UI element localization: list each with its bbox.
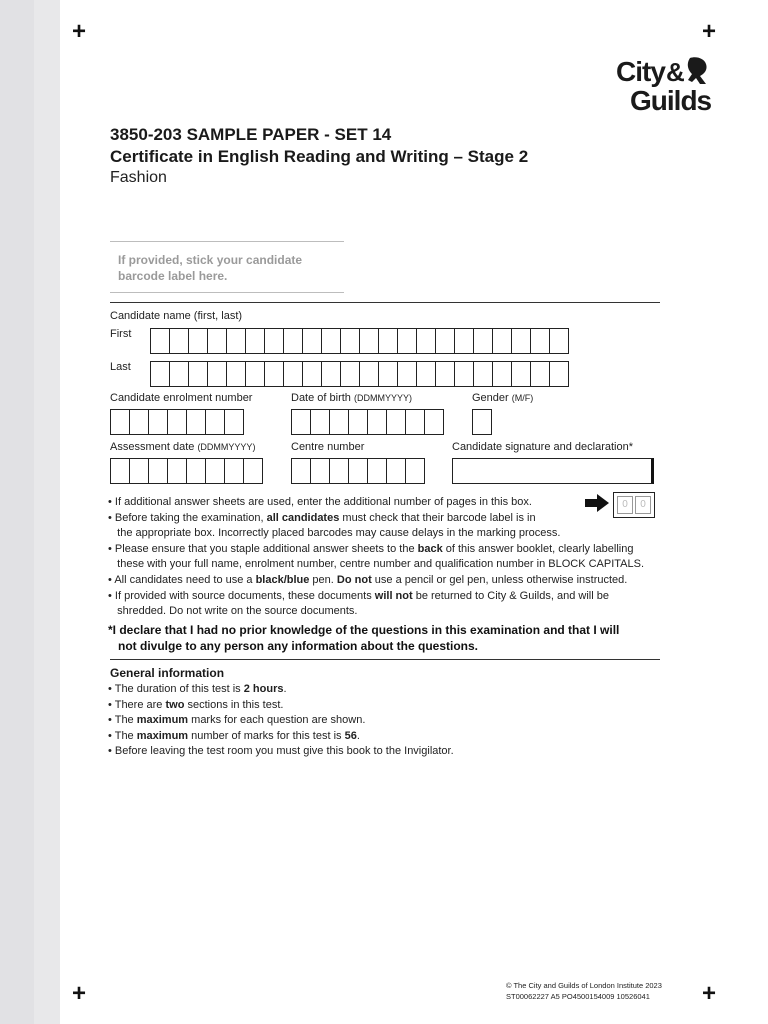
entry-box[interactable] bbox=[129, 458, 149, 484]
general-info-list bbox=[108, 682, 454, 760]
entry-box[interactable] bbox=[169, 328, 189, 354]
assessment-date-label bbox=[110, 441, 255, 453]
entry-box[interactable] bbox=[472, 409, 492, 435]
entry-box[interactable] bbox=[188, 361, 208, 387]
entry-box[interactable] bbox=[359, 361, 379, 387]
entry-box[interactable] bbox=[283, 328, 303, 354]
crop-mark-bottom-left: + bbox=[72, 980, 87, 1007]
entry-box[interactable] bbox=[530, 361, 550, 387]
date-of-birth-boxes[interactable] bbox=[291, 409, 443, 435]
svg-text:City: City bbox=[616, 56, 665, 87]
general-info-4: • The maximum number of marks for this test is 56. bbox=[108, 729, 360, 742]
entry-box[interactable] bbox=[359, 328, 379, 354]
crop-mark-top-left: + bbox=[72, 18, 87, 45]
entry-box[interactable] bbox=[310, 458, 330, 484]
dob-label-text: Date of birth bbox=[291, 392, 351, 404]
additional-pages-box[interactable] bbox=[613, 492, 655, 518]
footer-copyright: © The City and Guilds of London Institute 2023 bbox=[506, 981, 662, 990]
arrow-right-icon bbox=[585, 494, 609, 512]
exam-cover-page bbox=[60, 0, 768, 1024]
entry-box[interactable] bbox=[454, 328, 474, 354]
footer-codes: ST00062227 A5 PO4500154009 10526041 bbox=[506, 992, 650, 1001]
svg-text:&: & bbox=[666, 57, 685, 87]
entry-box[interactable] bbox=[416, 328, 436, 354]
gender-label-text: Gender bbox=[472, 392, 509, 404]
entry-box[interactable] bbox=[245, 328, 265, 354]
entry-box[interactable] bbox=[435, 328, 455, 354]
entry-box[interactable] bbox=[167, 458, 187, 484]
entry-box[interactable] bbox=[549, 328, 569, 354]
entry-box[interactable] bbox=[205, 409, 225, 435]
general-info-1: • The duration of this test is 2 hours. bbox=[108, 683, 287, 695]
entry-box[interactable] bbox=[224, 409, 244, 435]
entry-box[interactable] bbox=[378, 328, 398, 354]
entry-box[interactable] bbox=[321, 328, 341, 354]
entry-box[interactable] bbox=[511, 328, 531, 354]
enrolment-number-boxes[interactable] bbox=[110, 409, 243, 435]
entry-box[interactable] bbox=[186, 409, 206, 435]
topic-title: Fashion bbox=[110, 169, 167, 186]
signature-label: Candidate signature and declaration* bbox=[452, 441, 634, 453]
paper-code: 3850-203 SAMPLE PAPER - SET 14 bbox=[110, 125, 392, 144]
footer bbox=[506, 980, 662, 1002]
general-info-5: • Before leaving the test room you must give this book to the Invigilator. bbox=[108, 745, 454, 758]
first-name-boxes[interactable] bbox=[150, 328, 568, 354]
entry-box[interactable] bbox=[340, 328, 360, 354]
entry-box[interactable] bbox=[148, 458, 168, 484]
entry-box[interactable] bbox=[302, 361, 322, 387]
left-margin-strip bbox=[0, 0, 34, 1024]
entry-box[interactable] bbox=[186, 458, 206, 484]
entry-box[interactable] bbox=[473, 361, 493, 387]
entry-box[interactable] bbox=[435, 361, 455, 387]
entry-box[interactable] bbox=[329, 409, 349, 435]
entry-box[interactable] bbox=[530, 328, 550, 354]
enrolment-number-label bbox=[110, 392, 252, 404]
entry-box[interactable] bbox=[340, 361, 360, 387]
entry-box[interactable] bbox=[129, 409, 149, 435]
enrolment-label-text: Candidate enrolment number bbox=[110, 392, 253, 404]
signature-field[interactable] bbox=[452, 458, 654, 484]
last-name-boxes[interactable] bbox=[150, 361, 568, 387]
entry-box[interactable] bbox=[226, 328, 246, 354]
entry-box[interactable] bbox=[150, 328, 170, 354]
entry-box[interactable] bbox=[492, 328, 512, 354]
entry-box[interactable] bbox=[473, 328, 493, 354]
entry-box[interactable] bbox=[367, 409, 387, 435]
declaration-line-1: *I declare that I had no prior knowledge of the questions in this examination and that I will bbox=[108, 623, 620, 637]
assessment-date-format: (DDMMYYYY) bbox=[197, 442, 256, 452]
entry-box[interactable] bbox=[148, 409, 168, 435]
barcode-top-rule bbox=[110, 241, 344, 242]
additional-pages-digit-1[interactable]: 0 bbox=[617, 496, 633, 514]
barcode-bottom-rule bbox=[110, 292, 344, 293]
entry-box[interactable] bbox=[397, 361, 417, 387]
qualification-title: Certificate in English Reading and Writing – Stage 2 bbox=[110, 147, 529, 166]
instruction-5-cont: shredded. Do not write on the source documents. bbox=[117, 605, 358, 618]
entry-box[interactable] bbox=[321, 361, 341, 387]
instruction-3-cont: these with your full name, enrolment number, centre number and qualification number in BLOCK CAPITALS. bbox=[117, 558, 645, 571]
entry-box[interactable] bbox=[386, 458, 406, 484]
dob-format: (DDMMYYYY) bbox=[353, 393, 412, 403]
entry-box[interactable] bbox=[291, 409, 311, 435]
entry-box[interactable] bbox=[492, 361, 512, 387]
entry-box[interactable] bbox=[283, 361, 303, 387]
entry-box[interactable] bbox=[207, 361, 227, 387]
entry-box[interactable] bbox=[348, 458, 368, 484]
entry-box[interactable] bbox=[310, 409, 330, 435]
crop-mark-top-right: + bbox=[702, 18, 717, 45]
entry-box[interactable] bbox=[424, 409, 444, 435]
svg-text:Guilds: Guilds bbox=[630, 85, 712, 114]
instruction-2: • Before taking the examination, all candidates must check that their barcode label is in bbox=[108, 511, 536, 524]
entry-box[interactable] bbox=[205, 458, 225, 484]
declaration-line-2: not divulge to any person any information about the questions. bbox=[118, 639, 479, 653]
entry-box[interactable] bbox=[348, 409, 368, 435]
crop-mark-bottom-right: + bbox=[702, 980, 717, 1007]
entry-box[interactable] bbox=[264, 361, 284, 387]
entry-box[interactable] bbox=[405, 409, 425, 435]
centre-number-label: Centre number bbox=[291, 441, 365, 453]
entry-box[interactable] bbox=[511, 361, 531, 387]
instruction-2-cont: the appropriate box. Incorrectly placed barcodes may cause delays in the marking process. bbox=[117, 527, 561, 540]
gender-label bbox=[472, 392, 533, 404]
entry-box[interactable] bbox=[110, 458, 130, 484]
general-info-2: • There are two sections in this test. bbox=[108, 698, 284, 711]
instruction-list bbox=[108, 495, 644, 620]
instruction-3: • Please ensure that you staple additional answer sheets to the back of this answer booklet, clearly labelling bbox=[108, 542, 634, 555]
entry-box[interactable] bbox=[224, 458, 244, 484]
general-info-3: • The maximum marks for each question are shown. bbox=[108, 714, 366, 727]
section-divider bbox=[110, 302, 660, 303]
entry-box[interactable] bbox=[454, 361, 474, 387]
general-divider bbox=[110, 659, 660, 660]
city-and-guilds-logo bbox=[616, 54, 722, 114]
entry-box[interactable] bbox=[329, 458, 349, 484]
entry-box[interactable] bbox=[188, 328, 208, 354]
gender-format: (M/F) bbox=[511, 393, 534, 403]
first-name-label: First bbox=[110, 328, 132, 340]
assessment-date-label-text: Assessment date bbox=[110, 441, 195, 453]
assessment-date-boxes[interactable] bbox=[110, 458, 262, 484]
additional-pages-digit-2[interactable]: 0 bbox=[635, 496, 651, 514]
entry-box[interactable] bbox=[110, 409, 130, 435]
entry-box[interactable] bbox=[367, 458, 387, 484]
entry-box[interactable] bbox=[549, 361, 569, 387]
entry-box[interactable] bbox=[207, 328, 227, 354]
general-info-title: General information bbox=[110, 666, 225, 680]
instruction-4: • All candidates need to use a black/blue pen. Do not use a pencil or gel pen, unless otherwise instructed. bbox=[108, 573, 628, 586]
entry-box[interactable] bbox=[243, 458, 263, 484]
entry-box[interactable] bbox=[264, 328, 284, 354]
last-name-label: Last bbox=[110, 361, 131, 373]
entry-box[interactable] bbox=[167, 409, 187, 435]
entry-box[interactable] bbox=[405, 458, 425, 484]
candidate-name-label: Candidate name (first, last) bbox=[110, 310, 243, 322]
entry-box[interactable] bbox=[245, 361, 265, 387]
entry-box[interactable] bbox=[226, 361, 246, 387]
date-of-birth-label bbox=[291, 392, 412, 404]
entry-box[interactable] bbox=[386, 409, 406, 435]
entry-box[interactable] bbox=[150, 361, 170, 387]
entry-box[interactable] bbox=[416, 361, 436, 387]
entry-box[interactable] bbox=[291, 458, 311, 484]
barcode-instruction: If provided, stick your candidate barcode label here. bbox=[118, 253, 303, 283]
centre-number-boxes[interactable] bbox=[291, 458, 424, 484]
entry-box[interactable] bbox=[302, 328, 322, 354]
declaration bbox=[108, 622, 619, 654]
entry-box[interactable] bbox=[378, 361, 398, 387]
instruction-5: • If provided with source documents, these documents will not be returned to City & Guilds, and will be bbox=[108, 589, 609, 602]
entry-box[interactable] bbox=[169, 361, 189, 387]
instruction-1: • If additional answer sheets are used, enter the additional number of pages in this box. bbox=[108, 496, 532, 508]
gender-box[interactable] bbox=[472, 409, 491, 435]
entry-box[interactable] bbox=[397, 328, 417, 354]
